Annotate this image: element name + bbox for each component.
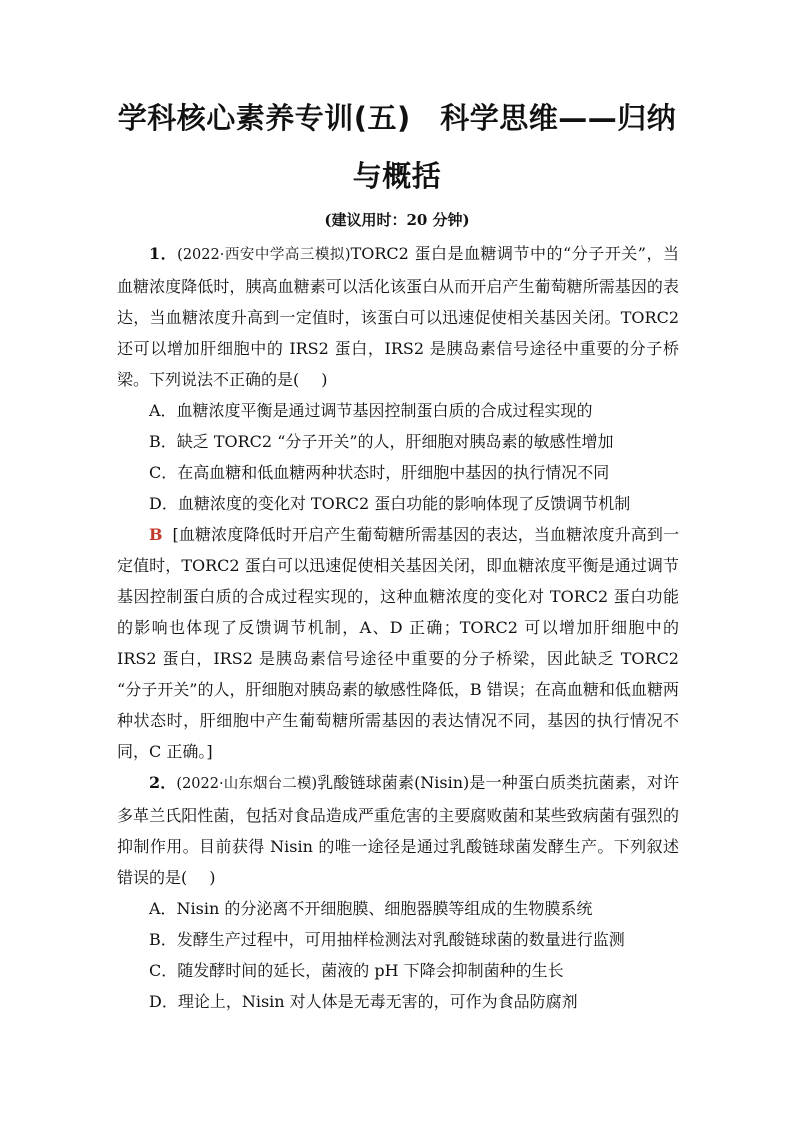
question-1-option-b: B．缺乏 TORC2 “分子开关”的人，肝细胞对胰岛素的敏感性增加 [149, 432, 614, 451]
question-2-option-b: B．发酵生产过程中，可用抽样检测法对乳酸链球菌的数量进行监测 [149, 930, 625, 949]
page-title-line2: 与概括 [352, 159, 442, 193]
question-1-stem [117, 238, 679, 395]
document-body [117, 238, 679, 1017]
question-1-number: 1． [149, 244, 178, 263]
page-title-line1: 学科核心素养专训(五) 科学思维——归纳 [117, 101, 677, 135]
question-2-option-a: A．Nisin 的分泌离不开细胞膜、细胞器膜等组成的生物膜系统 [149, 899, 593, 918]
question-1-explanation-text: [血糖浓度降低时开启产生葡萄糖所需基因的表达，当血糖浓度升高到一定值时，TORC2 蛋白可以迅速促使相关基因关闭，即血糖浓度平衡是通过调节基因控制蛋白质的合成过程实现的，这种血糖浓度的变化对 TORC2 蛋白功能的影响也体现了反馈调节机制，A、D 正确；TORC2 可以增加肝细胞中的 IRS2 蛋白，IRS2 是胰岛素信号途径中重要的分子桥梁，因此缺乏 TORC2 “分子开关”的人，肝细胞对胰岛素的敏感性降低，B 错误；在高血糖和低血糖两种状态时，肝细胞中产生葡萄糖所需基因的表达情况不同，基因的执行情况不同，C 正确。] [117, 525, 679, 761]
question-2-stem-end: ) [209, 868, 216, 887]
question-2-option-d: D．理论上，Nisin 对人体是无毒无害的，可作为食品防腐剂 [149, 992, 578, 1011]
question-1-option-c: C．在高血糖和低血糖两种状态时，肝细胞中基因的执行情况不同 [149, 463, 610, 482]
question-2-source: (2022·山东烟台二模) [176, 776, 318, 792]
question-1-stem-end: ) [321, 370, 328, 389]
question-1-text: TORC2 蛋白是血糖调节中的“分子开关”，当血糖浓度降低时，胰高血糖素可以活化该蛋白从而开启产生葡萄糖所需基因的表达，当血糖浓度升高到一定值时，该蛋白可以迅速促使相关基因关闭。TORC2 还可以增加肝细胞中的 IRS2 蛋白，IRS2 是胰岛素信号途径中重要的分子桥梁。下列说法不正确的是( [117, 244, 679, 389]
question-2-stem [117, 767, 679, 893]
suggested-time: (建议用时：20 分钟) [324, 211, 470, 229]
question-1-source: (2022·西安中学高三模拟) [177, 247, 351, 263]
question-1-explanation [117, 519, 679, 767]
question-1-answer: B [149, 525, 163, 544]
question-1-option-d: D．血糖浓度的变化对 TORC2 蛋白功能的影响体现了反馈调节机制 [149, 494, 631, 513]
question-1-option-a: A．血糖浓度平衡是通过调节基因控制蛋白质的合成过程实现的 [149, 401, 593, 420]
question-2-text: 乳酸链球菌素(Nisin)是一种蛋白质类抗菌素，对许多革兰氏阳性菌，包括对食品造成严重危害的主要腐败菌和某些致病菌有强烈的抑制作用。目前获得 Nisin 的唯一途径是通过乳酸链球菌发酵生产。下列叙述错误的是( [117, 773, 679, 887]
question-2-number: 2． [149, 773, 177, 792]
question-2-option-c: C．随发酵时间的延长，菌液的 pH 下降会抑制菌种的生长 [149, 961, 564, 980]
